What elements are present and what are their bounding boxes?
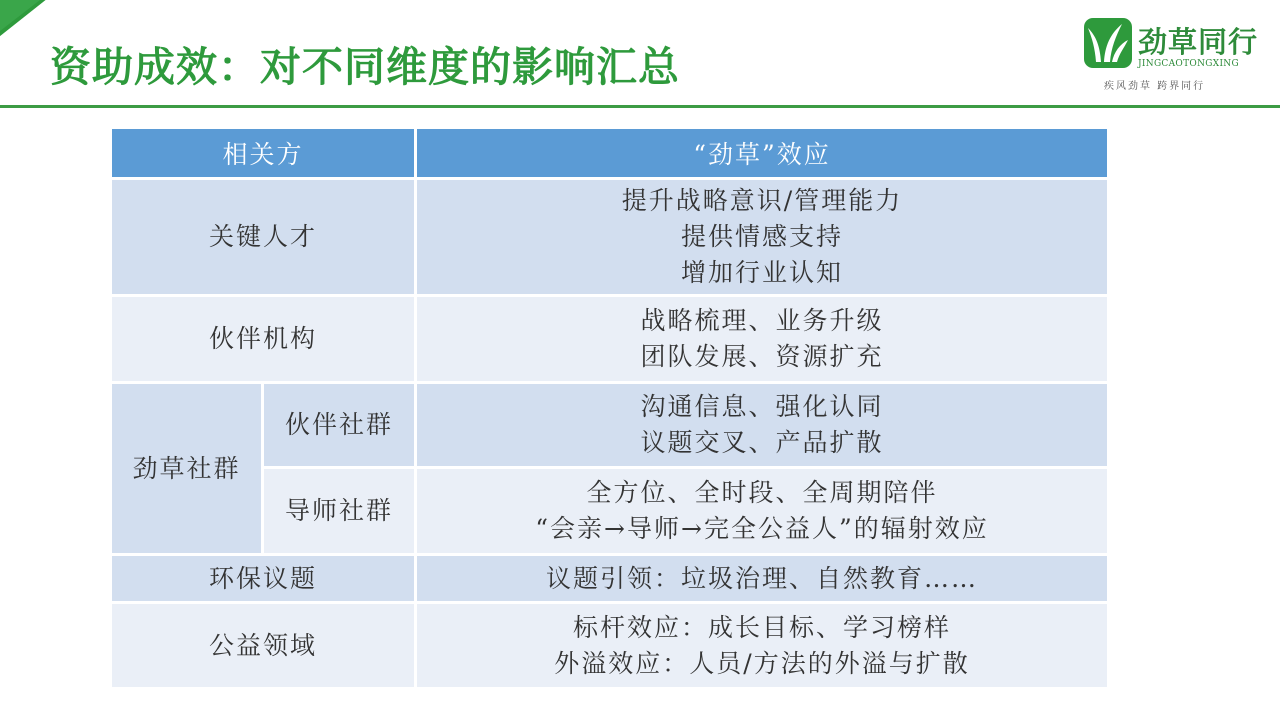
effect-line: 外溢效应：人员/方法的外溢与扩散: [554, 648, 970, 678]
group-cell: 劲草社群: [111, 383, 263, 555]
effect-line: 提供情感支持: [681, 222, 844, 251]
table-row: [111, 603, 1109, 689]
effect-line: 议题引领：垃圾治理、自然教育……: [546, 563, 979, 593]
slide-title: 资助成效：对不同维度的影响汇总: [50, 43, 680, 91]
stakeholder-cell: 导师社群: [263, 468, 416, 555]
logo-pinyin: JINGCAOTONGXING: [1138, 59, 1239, 69]
stakeholder-cell: 伙伴社群: [263, 383, 416, 468]
title-divider: [0, 105, 1280, 108]
effect-cell: [416, 179, 1109, 296]
corner-triangle-decoration: [0, 0, 48, 38]
effect-line: 提升战略意识/管理能力: [621, 186, 903, 215]
effect-line: 沟通信息、强化认同: [640, 392, 884, 421]
effect-line: 团队发展、资源扩充: [640, 342, 884, 371]
effect-line: 全方位、全时段、全周期陪伴: [586, 478, 938, 507]
effect-cell: [416, 296, 1109, 383]
stakeholder-cell: 公益领域: [111, 603, 416, 689]
table-header-row: [111, 128, 1109, 179]
stakeholder-cell: 环保议题: [111, 555, 416, 603]
table-row: [111, 383, 1109, 468]
effect-cell: [416, 383, 1109, 468]
brand-logo: [1084, 18, 1270, 98]
effect-line: 议题交叉、产品扩散: [640, 428, 884, 457]
effect-line: 战略梳理、业务升级: [640, 306, 884, 335]
effect-line: 标杆效应：成长目标、学习榜样: [573, 612, 952, 642]
effect-line: 增加行业认知: [681, 258, 844, 287]
header-effect: “劲草”效应: [416, 128, 1109, 179]
table-row: [111, 296, 1109, 383]
logo-slogan: 疾风劲草 跨界同行: [1104, 81, 1206, 92]
effect-line: “会亲→导师→完全公益人”的辐射效应: [535, 514, 989, 543]
stakeholder-cell: 关键人才: [111, 179, 416, 296]
effect-cell: [416, 603, 1109, 689]
header-stakeholder: 相关方: [111, 128, 416, 179]
stakeholder-cell: 伙伴机构: [111, 296, 416, 383]
effect-cell: [416, 555, 1109, 603]
effect-cell: [416, 468, 1109, 555]
grass-leaf-logo-icon: [1084, 18, 1132, 68]
table-row: [111, 179, 1109, 296]
impact-summary-table: [109, 126, 1110, 690]
logo-name: 劲草同行: [1138, 25, 1259, 59]
table-row: [111, 555, 1109, 603]
